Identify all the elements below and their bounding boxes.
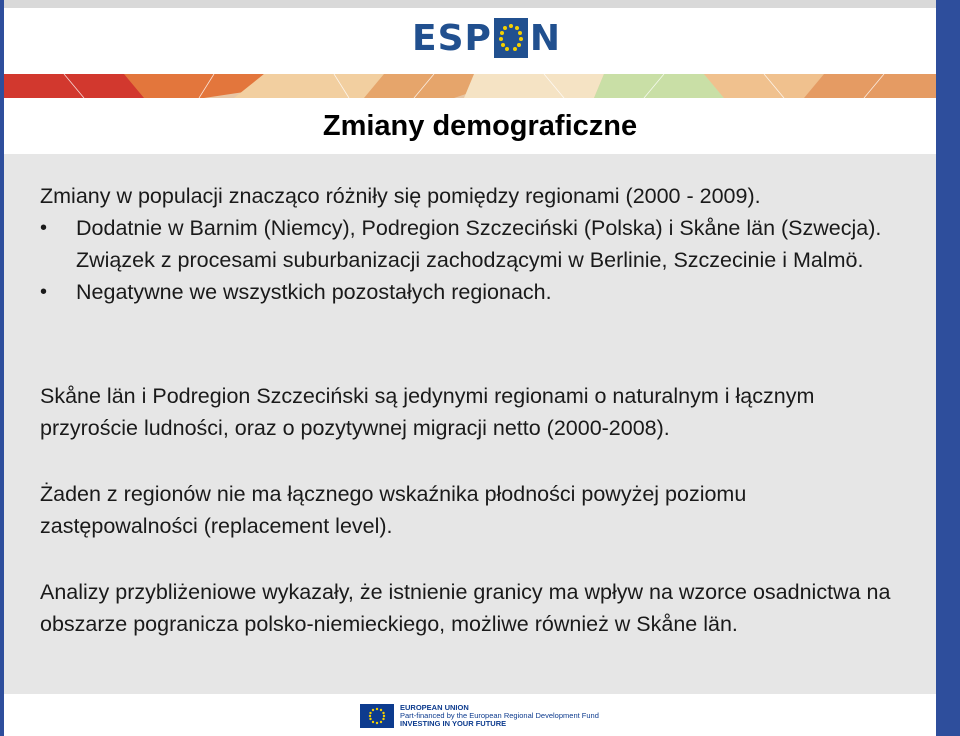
bullet-text: Negatywne we wszystkich pozostałych regionach. [76, 280, 552, 304]
footer-line-1: EUROPEAN UNION [400, 703, 469, 712]
content-panel [4, 154, 936, 694]
footer-line-3: INVESTING IN YOUR FUTURE [400, 719, 507, 728]
bullet-dot-icon: • [40, 281, 48, 303]
logo-text-es: ESP [412, 17, 492, 59]
eu-funding-note [400, 704, 599, 728]
intro-text: Zmiany w populacji znacząco różniły się pomiędzy regionami (2000 - 2009). [40, 184, 761, 208]
right-side-bar [936, 0, 960, 736]
bullet-item [40, 276, 900, 308]
paragraph-2: Skåne län i Podregion Szczeciński są jedynymi regionami o naturalnym i łącznym przyroście ludności, oraz o pozytywnej migracji netto (2000-2008). [40, 384, 815, 440]
title-area [4, 98, 936, 154]
intro-paragraph [40, 180, 900, 308]
bullet-dot-icon: • [40, 217, 48, 239]
logo-text-n: N [529, 17, 562, 59]
slide-title: Zmiany demograficzne [322, 110, 638, 142]
logo-stars-o [494, 18, 528, 58]
bullet-item [40, 212, 900, 276]
paragraph-3: Żaden z regionów nie ma łącznego wskaźnika płodności powyżej poziomu zastępowalności (replacement level). [40, 482, 747, 538]
slide-footer [4, 694, 936, 736]
bullet-text: Dodatnie w Barnim (Niemcy), Podregion Szczeciński (Polska) i Skåne län (Szwecja). Związek z procesami suburbanizacji zachodzącymi w Berlinie, Szczecinie i Malmö. [76, 216, 882, 272]
paragraph-4: Analizy przybliżeniowe wykazały, że istnienie granicy ma wpływ na wzorce osadnictwa na obszarze pogranicza polsko-niemieckiego, możliwe również w Skåne län. [40, 580, 891, 636]
top-strip [0, 0, 960, 8]
espon-logo [412, 16, 561, 60]
footer-line-2: Part-financed by the European Regional Development Fund [400, 711, 599, 720]
eu-flag-icon [360, 704, 394, 728]
map-decoration-band [4, 74, 936, 98]
